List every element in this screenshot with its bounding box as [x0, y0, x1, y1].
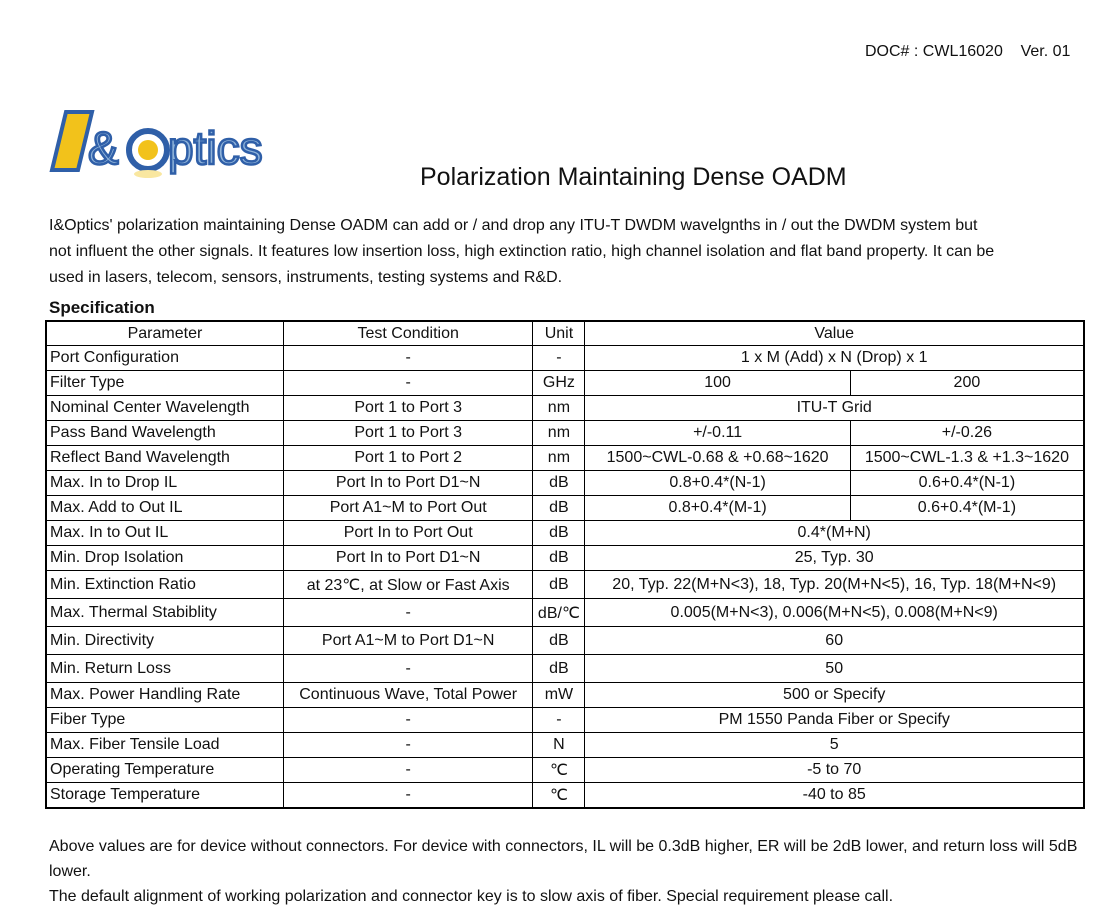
value-cell: 0.005(M+N<3), 0.006(M+N<5), 0.008(M+N<9) — [585, 599, 1084, 627]
unit-cell: nm — [533, 421, 585, 446]
table-row — [46, 733, 1084, 758]
unit-cell: N — [533, 733, 585, 758]
value-cell: 25, Typ. 30 — [585, 546, 1084, 571]
test-condition-cell: Port 1 to Port 3 — [283, 396, 533, 421]
column-header-test-condition: Test Condition — [283, 321, 533, 346]
value-cell: ITU-T Grid — [585, 396, 1084, 421]
parameter-cell: Max. In to Drop IL — [46, 471, 283, 496]
column-header-value: Value — [585, 321, 1084, 346]
unit-cell: dB — [533, 521, 585, 546]
test-condition-cell: - — [283, 655, 533, 683]
value-cell-200ghz: 0.6+0.4*(M-1) — [850, 496, 1084, 521]
test-condition-cell: - — [283, 371, 533, 396]
logo-o-center-icon — [138, 140, 158, 160]
parameter-cell: Max. Fiber Tensile Load — [46, 733, 283, 758]
test-condition-cell: Port In to Port Out — [283, 521, 533, 546]
value-cell-100ghz: +/-0.11 — [585, 421, 850, 446]
parameter-cell: Fiber Type — [46, 708, 283, 733]
table-row — [46, 599, 1084, 627]
parameter-cell: Nominal Center Wavelength — [46, 396, 283, 421]
test-condition-cell: Port A1~M to Port D1~N — [283, 627, 533, 655]
value-cell: 60 — [585, 627, 1084, 655]
doc-number: DOC# : CWL16020 Ver. 01 — [865, 43, 1071, 60]
unit-cell: nm — [533, 396, 585, 421]
unit-cell: dB — [533, 546, 585, 571]
test-condition-cell: - — [283, 346, 533, 371]
parameter-cell: Reflect Band Wavelength — [46, 446, 283, 471]
table-row — [46, 421, 1084, 446]
notes — [49, 834, 1099, 909]
value-cell: 20, Typ. 22(M+N<3), 18, Typ. 20(M+N<5), 16, Typ. 18(M+N<9) — [585, 571, 1084, 599]
value-cell-100ghz: 1500~CWL-0.68 & +0.68~1620 — [585, 446, 850, 471]
parameter-cell: Max. In to Out IL — [46, 521, 283, 546]
table-row — [46, 571, 1084, 599]
test-condition-cell: - — [283, 599, 533, 627]
unit-cell: ℃ — [533, 783, 585, 809]
logo-ptics-text: ptics — [168, 122, 263, 174]
unit-cell: dB — [533, 496, 585, 521]
test-condition-cell: Port 1 to Port 3 — [283, 421, 533, 446]
value-cell: 0.4*(M+N) — [585, 521, 1084, 546]
unit-cell: nm — [533, 446, 585, 471]
value-cell-200ghz: 1500~CWL-1.3 & +1.3~1620 — [850, 446, 1084, 471]
unit-cell: dB/℃ — [533, 599, 585, 627]
value-cell-100ghz: 100 — [585, 371, 850, 396]
company-logo — [48, 106, 308, 186]
value-cell-200ghz: 0.6+0.4*(N-1) — [850, 471, 1084, 496]
test-condition-cell: at 23℃, at Slow or Fast Axis — [283, 571, 533, 599]
parameter-cell: Filter Type — [46, 371, 283, 396]
table-row — [46, 708, 1084, 733]
unit-cell: dB — [533, 627, 585, 655]
column-header-parameter: Parameter — [46, 321, 283, 346]
unit-cell: - — [533, 708, 585, 733]
parameter-cell: Operating Temperature — [46, 758, 283, 783]
logo-slash-icon — [52, 112, 92, 170]
parameter-cell: Min. Directivity — [46, 627, 283, 655]
parameter-cell: Max. Add to Out IL — [46, 496, 283, 521]
logo-o-glow-icon — [134, 170, 162, 178]
table-row — [46, 396, 1084, 421]
parameter-cell: Port Configuration — [46, 346, 283, 371]
test-condition-cell: Port A1~M to Port Out — [283, 496, 533, 521]
parameter-cell: Max. Thermal Stabiblity — [46, 599, 283, 627]
value-cell: PM 1550 Panda Fiber or Specify — [585, 708, 1084, 733]
test-condition-cell: - — [283, 708, 533, 733]
parameter-cell: Storage Temperature — [46, 783, 283, 809]
value-cell-100ghz: 0.8+0.4*(N-1) — [585, 471, 850, 496]
value-cell-200ghz: 200 — [850, 371, 1084, 396]
parameter-cell: Min. Drop Isolation — [46, 546, 283, 571]
value-cell: -5 to 70 — [585, 758, 1084, 783]
value-cell: 1 x M (Add) x N (Drop) x 1 — [585, 346, 1084, 371]
unit-cell: mW — [533, 683, 585, 708]
table-row — [46, 655, 1084, 683]
unit-cell: GHz — [533, 371, 585, 396]
intro-paragraph: I&Optics' polarization maintaining Dense OADM can add or / and drop any ITU-T DWDM wavelgnths in / out the DWDM system but not influent the other signals. It features low insertion loss, high extinction ratio, high channel isolation and flat band property. It can be used in lasers, telecom, sensors, instruments, testing systems and R&D. — [49, 217, 995, 286]
logo-amp-text: & — [88, 122, 119, 174]
test-condition-cell: Port 1 to Port 2 — [283, 446, 533, 471]
parameter-cell: Min. Extinction Ratio — [46, 571, 283, 599]
table-row — [46, 371, 1084, 396]
value-cell-200ghz: +/-0.26 — [850, 421, 1084, 446]
parameter-cell: Pass Band Wavelength — [46, 421, 283, 446]
test-condition-cell: - — [283, 733, 533, 758]
table-row — [46, 471, 1084, 496]
test-condition-cell: Port In to Port D1~N — [283, 546, 533, 571]
specification-table — [45, 320, 1085, 809]
table-row — [46, 346, 1084, 371]
table-row — [46, 783, 1084, 809]
test-condition-cell: - — [283, 783, 533, 809]
parameter-cell: Max. Power Handling Rate — [46, 683, 283, 708]
table-row — [46, 521, 1084, 546]
table-row — [46, 627, 1084, 655]
note-alignment: The default alignment of working polarization and connector key is to slow axis of fiber. Special requirement please call. — [49, 888, 894, 905]
parameter-cell: Min. Return Loss — [46, 655, 283, 683]
table-header-row — [46, 321, 1084, 346]
table-row — [46, 496, 1084, 521]
note-connectors: Above values are for device without connectors. For device with connectors, IL will be 0.3dB higher, ER will be 2dB lower, and return loss will 5dB lower. — [49, 838, 1078, 880]
test-condition-cell: - — [283, 758, 533, 783]
unit-cell: ℃ — [533, 758, 585, 783]
value-cell: -40 to 85 — [585, 783, 1084, 809]
unit-cell: dB — [533, 655, 585, 683]
unit-cell: - — [533, 346, 585, 371]
document-title: Polarization Maintaining Dense OADM — [420, 163, 847, 191]
table-row — [46, 758, 1084, 783]
column-header-unit: Unit — [533, 321, 585, 346]
unit-cell: dB — [533, 471, 585, 496]
value-cell: 500 or Specify — [585, 683, 1084, 708]
table-row — [46, 546, 1084, 571]
test-condition-cell: Continuous Wave, Total Power — [283, 683, 533, 708]
value-cell: 50 — [585, 655, 1084, 683]
specification-heading: Specification — [49, 298, 155, 317]
table-row — [46, 683, 1084, 708]
table-row — [46, 446, 1084, 471]
value-cell: 5 — [585, 733, 1084, 758]
value-cell-100ghz: 0.8+0.4*(M-1) — [585, 496, 850, 521]
test-condition-cell: Port In to Port D1~N — [283, 471, 533, 496]
unit-cell: dB — [533, 571, 585, 599]
